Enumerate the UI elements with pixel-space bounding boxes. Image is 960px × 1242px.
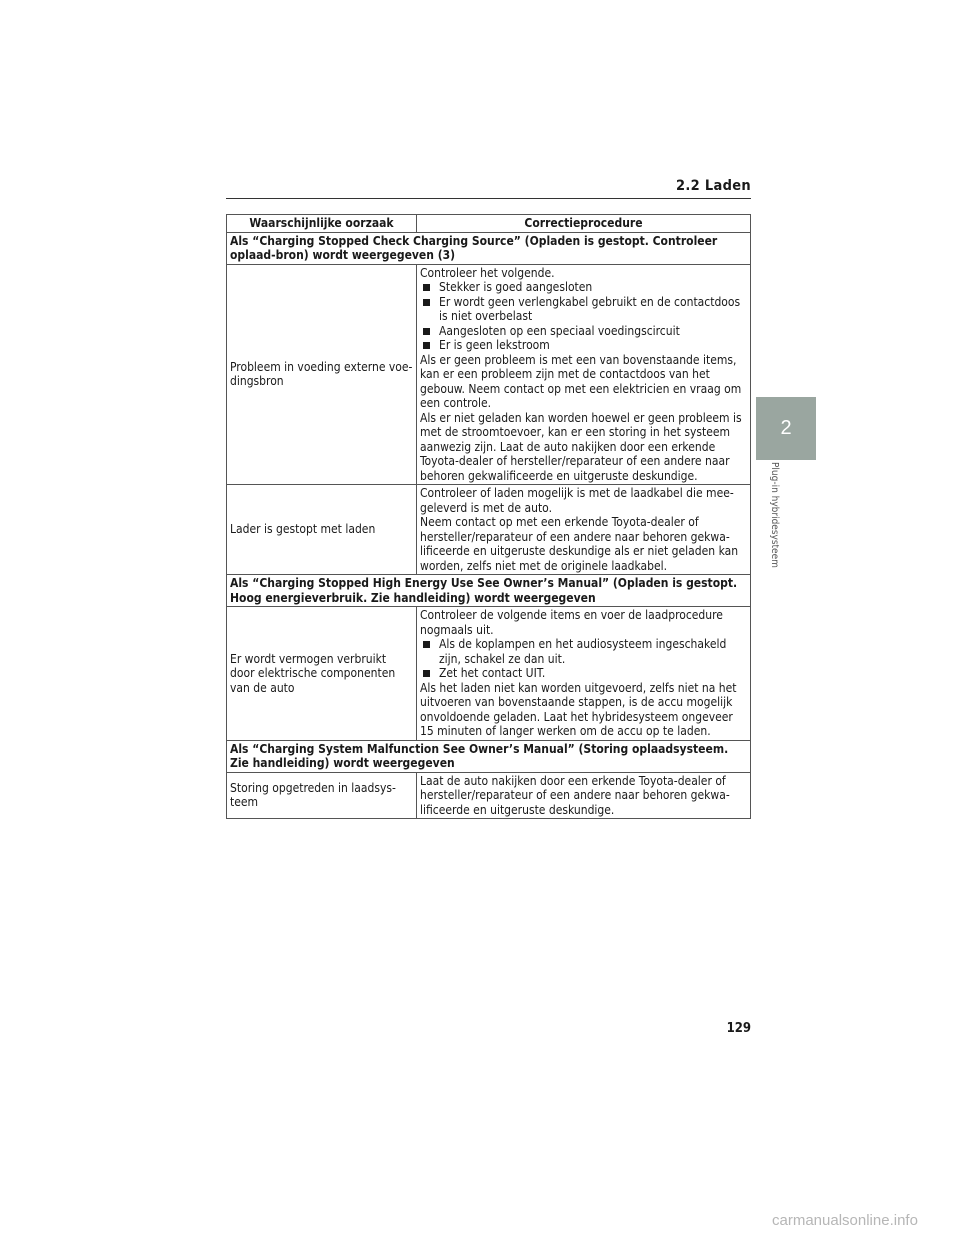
bullet-item xyxy=(420,324,747,339)
fix-cell xyxy=(417,264,751,485)
cause-cell: Storing opgetreden in laadsys-teem xyxy=(227,772,417,819)
cause-cell: Lader is gestopt met laden xyxy=(227,485,417,575)
bullet-text: Er wordt geen verlengkabel gebruikt en de contactdoos is niet overbelast xyxy=(439,294,741,323)
fix-paragraph: Als er geen probleem is met een van bovenstaande items, kan er een probleem zijn met de contactdoos van het gebouw. Neem contact op met een elektricien en vraag om een controle. xyxy=(420,352,742,410)
bullet-square-icon xyxy=(423,328,430,335)
chapter-tab[interactable]: 2 xyxy=(756,397,816,460)
column-header-cause: Waarschijnlijke oorzaak xyxy=(227,215,417,233)
group-heading: Als “Charging Stopped High Energy Use See Owner’s Manual” (Opladen is gestopt. Hoog energieverbruik. Zie handleiding) wordt weergegeven xyxy=(227,575,751,607)
chapter-label: Plug-in hybridesysteem xyxy=(769,462,780,568)
fix-cell xyxy=(417,485,751,575)
bullet-square-icon xyxy=(423,299,430,306)
bullet-item xyxy=(420,295,747,324)
page-number: 129 xyxy=(726,1021,751,1036)
fix-paragraph: Controleer of laden mogelijk is met de laadkabel die mee-geleverd is met de auto. xyxy=(420,486,734,515)
bullet-item xyxy=(420,280,747,295)
table-row xyxy=(227,607,751,741)
table-row xyxy=(227,264,751,485)
group-heading-row xyxy=(227,232,751,264)
cause-cell: Er wordt vermogen verbruikt door elektrische componenten van de auto xyxy=(227,607,417,741)
bullet-text: Als de koplampen en het audiosysteem ingeschakeld zijn, schakel ze dan uit. xyxy=(439,637,727,666)
group-heading: Als “Charging System Malfunction See Owner’s Manual” (Storing oplaadsysteem. Zie handleiding) wordt weergegeven xyxy=(227,740,751,772)
fix-paragraph: Laat de auto nakijken door een erkende Toyota-dealer of hersteller/reparateur of een andere naar behoren gekwa-lificeerde en uitgeruste deskundige. xyxy=(420,773,730,817)
bullet-text: Stekker is goed aangesloten xyxy=(439,280,593,294)
table-header-row xyxy=(227,215,751,233)
troubleshooting-table xyxy=(226,214,751,819)
section-header: 2.2 Laden xyxy=(676,178,751,194)
group-heading: Als “Charging Stopped Check Charging Source” (Opladen is gestopt. Controleer oplaad-bron) wordt weergegeven (3) xyxy=(227,232,751,264)
table-row xyxy=(227,485,751,575)
fix-cell xyxy=(417,772,751,819)
cause-cell: Probleem in voeding externe voe-dingsbron xyxy=(227,264,417,485)
bullet-item xyxy=(420,637,747,666)
bullet-text: Zet het contact UIT. xyxy=(439,666,546,680)
bullet-square-icon xyxy=(423,284,430,291)
table-body xyxy=(227,232,751,819)
section-rule xyxy=(226,198,751,199)
fix-paragraph: Controleer de volgende items en voer de laadprocedure nogmaals uit. xyxy=(420,608,723,637)
table-row xyxy=(227,772,751,819)
column-header-fix: Correctieprocedure xyxy=(417,215,751,233)
bullet-item xyxy=(420,666,747,681)
fix-paragraph: Als er niet geladen kan worden hoewel er geen probleem is met de stroomtoevoer, kan er een storing in het systeem aanwezig zijn. Laat de auto nakijken door een erkende Toyota-dealer of hersteller/reparateur of een andere naar behoren gekwalificeerde en uitgeruste deskundige. xyxy=(420,410,742,483)
group-heading-row xyxy=(227,740,751,772)
bullet-square-icon xyxy=(423,670,430,677)
group-heading-row xyxy=(227,575,751,607)
bullet-square-icon xyxy=(423,342,430,349)
bullet-text: Er is geen lekstroom xyxy=(439,338,550,352)
fix-paragraph: Als het laden niet kan worden uitgevoerd, zelfs niet na het uitvoeren van bovenstaande stappen, is de accu mogelijk onvoldoende geladen. Laat het hybridesysteem ongeveer 15 minuten of langer werken om de accu op te laden. xyxy=(420,680,737,738)
fix-cell xyxy=(417,607,751,741)
fix-paragraph: Neem contact op met een erkende Toyota-dealer of hersteller/reparateur of een andere naar behoren gekwa-lificeerde en uitgeruste deskundige als er niet geladen kan worden, zelfs niet met de originele laadkabel. xyxy=(420,515,739,573)
watermark: carmanualsonline.info xyxy=(772,1212,918,1229)
fix-paragraph: Controleer het volgende. xyxy=(420,265,555,280)
bullet-square-icon xyxy=(423,641,430,648)
bullet-text: Aangesloten op een speciaal voedingscircuit xyxy=(439,323,680,338)
bullet-item xyxy=(420,338,747,353)
